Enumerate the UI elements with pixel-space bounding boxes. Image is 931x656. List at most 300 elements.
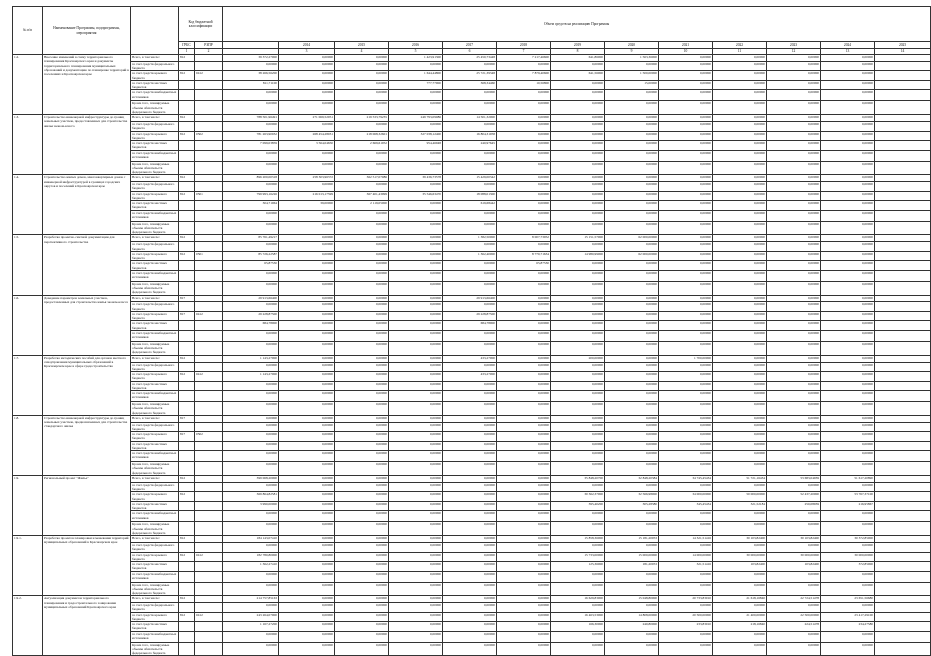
table-row xyxy=(13,115,931,122)
amount-cell: 1 563,36000 xyxy=(605,55,659,62)
amount-cell: 0,00000 xyxy=(551,402,605,416)
amount-cell: 0,00000 xyxy=(497,311,551,321)
grbs-code xyxy=(179,210,195,221)
grbs-code xyxy=(179,603,195,613)
header-year: 2020 xyxy=(605,42,659,49)
amount-cell: 321,52184 xyxy=(713,501,767,511)
rzpr-code xyxy=(195,631,223,642)
amount-cell: 0,00000 xyxy=(605,270,659,281)
header-code: Код бюджетной классификации xyxy=(179,7,223,42)
amount-cell: 0,00000 xyxy=(713,242,767,252)
amount-cell: 0,00000 xyxy=(223,631,279,642)
amount-cell: 0,00000 xyxy=(497,210,551,221)
grbs-code xyxy=(179,330,195,341)
table-row xyxy=(13,522,931,536)
rzpr-code xyxy=(195,302,223,312)
amount-cell: 0,00000 xyxy=(659,261,713,271)
amount-cell: 30 362,37000 xyxy=(551,492,605,502)
amount-cell: 0,00000 xyxy=(335,642,389,656)
amount-cell: 0,00000 xyxy=(389,341,443,355)
amount-cell: 0,00000 xyxy=(223,432,279,442)
amount-cell: 0,00000 xyxy=(821,543,875,553)
empty-cell xyxy=(875,462,931,476)
amount-cell: 0,00000 xyxy=(497,221,551,235)
rzpr-code xyxy=(195,355,223,362)
amount-cell: 0,00000 xyxy=(767,451,821,462)
grbs-code xyxy=(179,242,195,252)
amount-cell: 399 068,20000 xyxy=(223,475,279,482)
amount-cell: 85 761,49217 xyxy=(223,235,279,242)
amount-cell: 0,00000 xyxy=(279,441,335,451)
amount-cell: 0,00000 xyxy=(223,451,279,462)
grbs-code: 812 xyxy=(179,115,195,122)
amount-cell: 0,00000 xyxy=(335,571,389,582)
funding-source-label: за счет средств краевого бюджета xyxy=(131,191,179,201)
item-number: 1.8. xyxy=(13,415,43,475)
amount-cell: 3 990,00000 xyxy=(223,501,279,511)
amount-cell: 0,00000 xyxy=(767,141,821,151)
amount-cell: 0,00000 xyxy=(821,55,875,62)
amount-cell: 0,00000 xyxy=(389,492,443,502)
item-name: Внесение изменений в схему территориального планирования Красноярского края и документы территориального планирования муниципальных образований и документацию по планировке территорий в поселениях и Красноярском крае xyxy=(43,55,131,115)
grbs-code xyxy=(179,582,195,596)
funding-source-label: Всего, в том числе: xyxy=(131,115,179,122)
amount-cell: 0,00000 xyxy=(605,210,659,221)
amount-cell: 0,00000 xyxy=(279,242,335,252)
amount-cell: 0,00000 xyxy=(605,131,659,141)
amount-cell: 14 000,00000 xyxy=(659,552,713,562)
amount-cell: 0,00000 xyxy=(605,451,659,462)
amount-cell: 0,00000 xyxy=(279,80,335,90)
amount-cell: 0,00000 xyxy=(279,582,335,596)
amount-cell: 0,00000 xyxy=(443,210,497,221)
rzpr-code xyxy=(195,115,223,122)
funding-source-label: Всего, в том числе: xyxy=(131,55,179,62)
amount-cell: 0,00000 xyxy=(713,511,767,522)
funding-source-label: Кроме того, планируемые объемы обязательств федерального бюджета xyxy=(131,161,179,175)
grbs-code xyxy=(179,441,195,451)
amount-cell: 0,00000 xyxy=(821,451,875,462)
amount-cell: 0,00000 xyxy=(713,101,767,115)
amount-cell: 0,00000 xyxy=(223,281,279,295)
amount-cell: 0,00000 xyxy=(713,341,767,355)
amount-cell: 0,00000 xyxy=(551,582,605,596)
amount-cell: 0,00000 xyxy=(767,330,821,341)
amount-cell: 0,00000 xyxy=(659,631,713,642)
amount-cell: 0,00000 xyxy=(767,55,821,62)
amount-cell: 218 068,32601 xyxy=(335,131,389,141)
amount-cell: 0,00000 xyxy=(335,582,389,596)
empty-cell xyxy=(875,141,931,151)
amount-cell: 0,00000 xyxy=(389,221,443,235)
funding-source-label: за счет средств местных бюджетов xyxy=(131,441,179,451)
empty-cell xyxy=(875,543,931,553)
grbs-code xyxy=(179,381,195,391)
rzpr-code xyxy=(195,475,223,482)
amount-cell: 0,00000 xyxy=(389,372,443,382)
amount-cell: 0,00000 xyxy=(821,522,875,536)
amount-cell: 0,00000 xyxy=(223,462,279,476)
empty-cell xyxy=(875,603,931,613)
item-name: Доведение параметров земельных участков, предоставленных для строительства жилья эконом-класса xyxy=(43,295,131,355)
grbs-code xyxy=(179,571,195,582)
amount-cell: 250,08939 xyxy=(767,501,821,511)
table-row xyxy=(13,511,931,522)
amount-cell: 0,00000 xyxy=(443,381,497,391)
grbs-code: 812 xyxy=(179,536,195,543)
amount-cell: 0,00000 xyxy=(605,422,659,432)
amount-cell: 0,00000 xyxy=(713,302,767,312)
amount-cell: 0,00000 xyxy=(497,191,551,201)
amount-cell: 0,00000 xyxy=(279,612,335,622)
amount-cell: 30 000,00000 xyxy=(713,552,767,562)
amount-cell: 0,00000 xyxy=(821,441,875,451)
amount-cell: 0,00000 xyxy=(389,415,443,422)
header-number: № п/п xyxy=(13,7,43,55)
amount-cell: 0,00000 xyxy=(659,90,713,101)
table-row xyxy=(13,242,931,252)
amount-cell: 0,00000 xyxy=(443,462,497,476)
amount-cell: 0,00000 xyxy=(821,341,875,355)
amount-cell: 181,20053 xyxy=(605,562,659,572)
amount-cell: 0,00000 xyxy=(821,251,875,261)
amount-cell: 0,00000 xyxy=(443,242,497,252)
amount-cell: 35 546,63470 xyxy=(389,191,443,201)
amount-cell: 0,00000 xyxy=(713,402,767,416)
empty-cell xyxy=(875,330,931,341)
item-number: 1.7. xyxy=(13,355,43,415)
amount-cell: 0,00000 xyxy=(279,61,335,71)
amount-cell: 0,00000 xyxy=(389,182,443,192)
grbs-code: 817 xyxy=(179,311,195,321)
empty-cell xyxy=(875,311,931,321)
header-index-cell: 4 xyxy=(335,49,389,55)
amount-cell: 0,00000 xyxy=(605,603,659,613)
grbs-code: 812 xyxy=(179,191,195,201)
amount-cell: 0,00000 xyxy=(659,482,713,492)
amount-cell: 0,00000 xyxy=(551,115,605,122)
amount-cell: 0,00000 xyxy=(551,295,605,302)
amount-cell: 0,00000 xyxy=(659,221,713,235)
grbs-code xyxy=(179,321,195,331)
table-row xyxy=(13,415,931,422)
amount-cell: 0,00000 xyxy=(497,61,551,71)
funding-source-label: Всего, в том числе: xyxy=(131,235,179,242)
amount-cell: 0,00000 xyxy=(767,191,821,201)
funding-source-label: за счет средств внебюджетных источников xyxy=(131,451,179,462)
header-year: 2016 xyxy=(389,42,443,49)
amount-cell: 0,00000 xyxy=(659,432,713,442)
amount-cell: 34 000,00000 xyxy=(659,492,713,502)
amount-cell: 0,00000 xyxy=(605,482,659,492)
amount-cell: 0,00000 xyxy=(605,415,659,422)
amount-cell: 641,56000 xyxy=(551,71,605,81)
amount-cell: 0,00000 xyxy=(605,295,659,302)
table-row xyxy=(13,631,931,642)
amount-cell: 0,00000 xyxy=(713,441,767,451)
grbs-code xyxy=(179,402,195,416)
amount-cell: 0,00000 xyxy=(335,482,389,492)
amount-cell: 0,00000 xyxy=(443,501,497,511)
empty-cell xyxy=(875,482,931,492)
amount-cell: 0,00000 xyxy=(821,235,875,242)
empty-cell xyxy=(875,492,931,502)
amount-cell: 0,00000 xyxy=(713,61,767,71)
grbs-code xyxy=(179,201,195,211)
funding-source-label: за счет средств местных бюджетов xyxy=(131,381,179,391)
grbs-code xyxy=(179,622,195,632)
amount-cell: 29 228,87500 xyxy=(223,311,279,321)
amount-cell: 0,00000 xyxy=(443,582,497,596)
funding-source-label: за счет средств краевого бюджета xyxy=(131,311,179,321)
empty-cell xyxy=(875,270,931,281)
amount-cell: 65,87530 xyxy=(223,261,279,271)
amount-cell: 0,00000 xyxy=(443,492,497,502)
amount-cell: 249 793,09086 xyxy=(389,115,443,122)
amount-cell: 0,00000 xyxy=(605,432,659,442)
amount-cell: 125,36000 xyxy=(551,562,605,572)
empty-cell xyxy=(875,251,931,261)
header-index-cell: 14 xyxy=(875,49,931,55)
funding-source-label: за счет средств краевого бюджета xyxy=(131,372,179,382)
empty-cell xyxy=(875,341,931,355)
amount-cell: 0,00000 xyxy=(389,596,443,603)
amount-cell: 0,00000 xyxy=(551,161,605,175)
amount-cell: 0,00000 xyxy=(443,622,497,632)
amount-cell: 0,00000 xyxy=(821,270,875,281)
amount-cell: 368,34460 xyxy=(443,80,497,90)
header-index-cell: 3 xyxy=(279,49,335,55)
amount-cell: 1 423,91300 xyxy=(389,55,443,62)
amount-cell: 0,00000 xyxy=(223,422,279,432)
amount-cell: 0,00000 xyxy=(335,182,389,192)
amount-cell: 0,00000 xyxy=(713,372,767,382)
table-row xyxy=(13,221,931,235)
amount-cell: 0,00000 xyxy=(551,101,605,115)
amount-cell: 0,00000 xyxy=(605,462,659,476)
amount-cell: 0,00000 xyxy=(659,511,713,522)
rzpr-code xyxy=(195,295,223,302)
grbs-code xyxy=(179,501,195,511)
amount-cell: 0,00000 xyxy=(443,571,497,582)
amount-cell: 0,00000 xyxy=(497,482,551,492)
amount-cell: 0,00000 xyxy=(497,321,551,331)
amount-cell: 0,00000 xyxy=(389,432,443,442)
amount-cell: 0,00000 xyxy=(223,90,279,101)
rzpr-code xyxy=(195,391,223,402)
amount-cell: 0,00000 xyxy=(713,415,767,422)
rzpr-code xyxy=(195,341,223,355)
amount-cell: 0,00000 xyxy=(713,571,767,582)
amount-cell: 0,00000 xyxy=(821,582,875,596)
rzpr-code xyxy=(195,281,223,295)
amount-cell: 0,00000 xyxy=(605,330,659,341)
amount-cell: 0,00000 xyxy=(443,150,497,161)
amount-cell: 0,00000 xyxy=(443,552,497,562)
table-row xyxy=(13,492,931,502)
amount-cell: 0,00000 xyxy=(443,451,497,462)
amount-cell: 0,00000 xyxy=(279,330,335,341)
amount-cell: 0,00000 xyxy=(335,451,389,462)
amount-cell: 0,00000 xyxy=(497,302,551,312)
amount-cell: 0,00000 xyxy=(335,381,389,391)
amount-cell: 0,00000 xyxy=(605,341,659,355)
amount-cell: 219 533,79235 xyxy=(335,115,389,122)
amount-cell: 0,00000 xyxy=(335,150,389,161)
empty-cell xyxy=(875,210,931,221)
amount-cell: 0,00000 xyxy=(335,475,389,482)
amount-cell: 0,00000 xyxy=(389,261,443,271)
grbs-code: 812 xyxy=(179,175,195,182)
funding-source-label: за счет средств местных бюджетов xyxy=(131,261,179,271)
funding-source-label: за счет средств внебюджетных источников xyxy=(131,631,179,642)
amount-cell: 0,00000 xyxy=(659,55,713,62)
rzpr-code xyxy=(195,571,223,582)
header-year: 2018 xyxy=(497,42,551,49)
amount-cell: 0,00000 xyxy=(821,90,875,101)
funding-source-label: за счет средств местных бюджетов xyxy=(131,622,179,632)
amount-cell: 0,00000 xyxy=(821,511,875,522)
amount-cell: 0,00000 xyxy=(497,492,551,502)
empty-cell xyxy=(875,612,931,622)
amount-cell: 0,00000 xyxy=(605,161,659,175)
amount-cell: 0,00000 xyxy=(497,501,551,511)
amount-cell: 0,00000 xyxy=(279,552,335,562)
amount-cell: 0,00000 xyxy=(497,596,551,603)
amount-cell: 0,00000 xyxy=(551,511,605,522)
amount-cell: 0,00000 xyxy=(335,242,389,252)
amount-cell: 22 724,51478 xyxy=(767,596,821,603)
amount-cell: 0,00000 xyxy=(497,475,551,482)
table-row xyxy=(13,101,931,115)
amount-cell: 0,00000 xyxy=(443,90,497,101)
item-name: Строительство инженерной инфраструктуры до границ земельных участков, предоставленных для строительства жилья эконом-класса xyxy=(43,115,131,175)
amount-cell: 0,00000 xyxy=(497,141,551,151)
table-row xyxy=(13,372,931,382)
table-row xyxy=(13,341,931,355)
amount-cell: 0,00000 xyxy=(279,270,335,281)
table-row xyxy=(13,175,931,182)
amount-cell: 0,00000 xyxy=(497,131,551,141)
amount-cell: 0,00000 xyxy=(821,432,875,442)
amount-cell: 0,00000 xyxy=(389,235,443,242)
table-row xyxy=(13,462,931,476)
table-row xyxy=(13,61,931,71)
amount-cell: 184 143,07410 xyxy=(223,536,279,543)
grbs-code xyxy=(179,122,195,132)
rzpr-code xyxy=(195,182,223,192)
amount-cell: 0,00000 xyxy=(767,362,821,372)
amount-cell: 0,00000 xyxy=(713,631,767,642)
amount-cell: 777,77900 xyxy=(389,80,443,90)
amount-cell: 0,00000 xyxy=(821,391,875,402)
amount-cell: 0,00000 xyxy=(497,150,551,161)
amount-cell: 0,00000 xyxy=(551,482,605,492)
amount-cell: 0,00000 xyxy=(659,391,713,402)
rzpr-code xyxy=(195,536,223,543)
empty-cell xyxy=(875,432,931,442)
empty-cell xyxy=(875,122,931,132)
amount-cell: 21 400,00000 xyxy=(713,612,767,622)
amount-cell: 0,00000 xyxy=(335,501,389,511)
amount-cell: 0,00000 xyxy=(335,612,389,622)
empty-cell xyxy=(875,182,931,192)
amount-cell: 218,16840 xyxy=(713,622,767,632)
table-row xyxy=(13,441,931,451)
table-row xyxy=(13,141,931,151)
empty-cell xyxy=(875,71,931,81)
amount-cell: 0,00000 xyxy=(279,475,335,482)
amount-cell: 0,00000 xyxy=(335,311,389,321)
amount-cell: 0,00000 xyxy=(767,101,821,115)
amount-cell: 0,00000 xyxy=(389,122,443,132)
amount-cell: 0,00000 xyxy=(443,261,497,271)
header-rzpr: РЗПР xyxy=(195,42,223,49)
rzpr-code xyxy=(195,270,223,281)
amount-cell: 0,00000 xyxy=(767,631,821,642)
amount-cell: 0,00000 xyxy=(335,235,389,242)
amount-cell: 0,00000 xyxy=(389,543,443,553)
amount-cell: 0,00000 xyxy=(821,482,875,492)
amount-cell: 0,00000 xyxy=(551,642,605,656)
amount-cell: 0,00000 xyxy=(279,281,335,295)
amount-cell: 0,00000 xyxy=(767,80,821,90)
amount-cell: 0,00000 xyxy=(767,182,821,192)
amount-cell: 243 264,07900 xyxy=(223,612,279,622)
empty-cell xyxy=(875,131,931,141)
item-name: Строительство инженерной инфраструктуры до границ земельных участков, предназначенных для строительства стандартного жилья xyxy=(43,415,131,475)
amount-cell: 224,51478 xyxy=(767,622,821,632)
amount-cell: 0,00000 xyxy=(713,115,767,122)
table-row xyxy=(13,261,931,271)
amount-cell: 0,00000 xyxy=(767,522,821,536)
item-number: 1.6. xyxy=(13,295,43,355)
empty-cell xyxy=(875,415,931,422)
amount-cell: 0,00000 xyxy=(767,355,821,362)
amount-cell: 0,00000 xyxy=(821,175,875,182)
funding-source-label: за счет средств краевого бюджета xyxy=(131,552,179,562)
grbs-code xyxy=(179,482,195,492)
amount-cell: 52 437,20000 xyxy=(767,492,821,502)
amount-cell: 0,00000 xyxy=(389,101,443,115)
header-index-cell: 1 xyxy=(179,49,195,55)
amount-cell: 0,00000 xyxy=(389,302,443,312)
amount-cell: 0,00000 xyxy=(443,422,497,432)
empty-cell xyxy=(875,80,931,90)
amount-cell: 240,80000 xyxy=(605,622,659,632)
rzpr-code xyxy=(195,422,223,432)
rzpr-code xyxy=(195,122,223,132)
amount-cell: 0,00000 xyxy=(659,101,713,115)
amount-cell: 0,00000 xyxy=(389,270,443,281)
amount-cell: 433,27000 xyxy=(443,355,497,362)
empty-cell xyxy=(875,281,931,295)
amount-cell: 0,00000 xyxy=(659,522,713,536)
amount-cell: 2 119,05000 xyxy=(335,201,389,211)
amount-cell: 0,00000 xyxy=(335,372,389,382)
item-name: Разработка проектов планировки и межевания территорий муниципальных образований в Красноярском крае xyxy=(43,536,131,596)
amount-cell: 0,00000 xyxy=(659,372,713,382)
amount-cell: 0,00000 xyxy=(335,492,389,502)
amount-cell: 0,00000 xyxy=(605,150,659,161)
empty-cell xyxy=(875,191,931,201)
funding-source-label: за счет средств местных бюджетов xyxy=(131,80,179,90)
amount-cell: 0,00000 xyxy=(821,150,875,161)
amount-cell: 0,00000 xyxy=(767,642,821,656)
amount-cell: 0,00000 xyxy=(551,201,605,211)
header-index-cell: 9 xyxy=(605,49,659,55)
amount-cell: 0,00000 xyxy=(713,295,767,302)
